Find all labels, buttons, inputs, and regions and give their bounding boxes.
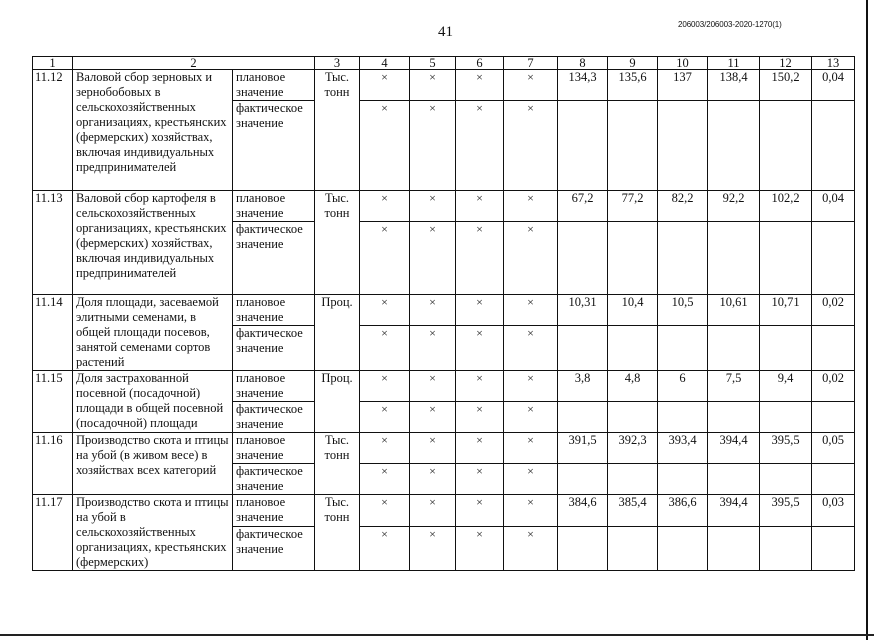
plan-value-cell: ×	[456, 191, 504, 222]
indicator-name: Валовой сбор картофеля в сельскохозяйственных организациях, крестьянских (фермерских) хозяйствах, включая индивидуальных предпринимателей	[73, 191, 233, 295]
plan-label: плановое значение	[233, 295, 315, 326]
plan-value-cell: 7,5	[708, 371, 760, 402]
fact-label: фактическое значение	[233, 464, 315, 495]
header-cell: 2	[73, 57, 315, 70]
unit-cell: Тыс. тонн	[315, 433, 360, 495]
indicator-name: Производство скота и птицы на убой в сельскохозяйственных организациях, крестьянских (фермерских)	[73, 495, 233, 571]
fact-value-cell: ×	[504, 464, 558, 495]
plan-value-cell: ×	[410, 371, 456, 402]
plan-value-cell: ×	[504, 433, 558, 464]
fact-value-cell: ×	[504, 326, 558, 371]
table-header-row	[33, 57, 855, 70]
fact-value-cell	[658, 402, 708, 433]
fact-value-cell: ×	[410, 222, 456, 295]
plan-value-cell: 386,6	[658, 495, 708, 527]
fact-value-cell	[608, 526, 658, 570]
fact-label: фактическое значение	[233, 222, 315, 295]
plan-value-cell: 102,2	[760, 191, 812, 222]
fact-value-cell	[608, 402, 658, 433]
fact-value-cell	[708, 101, 760, 191]
fact-value-cell	[708, 222, 760, 295]
plan-value-cell: ×	[504, 191, 558, 222]
fact-value-cell	[658, 222, 708, 295]
plan-value-cell: ×	[504, 70, 558, 101]
plan-value-cell: 82,2	[658, 191, 708, 222]
row-number: 11.16	[33, 433, 73, 495]
fact-label: фактическое значение	[233, 526, 315, 570]
fact-value-cell: ×	[360, 101, 410, 191]
fact-value-cell	[608, 464, 658, 495]
fact-value-cell: ×	[456, 402, 504, 433]
plan-value-cell: 3,8	[558, 371, 608, 402]
plan-value-cell: 0,02	[812, 371, 855, 402]
plan-value-cell: ×	[504, 295, 558, 326]
table-row-plan	[33, 70, 855, 101]
plan-value-cell: ×	[360, 495, 410, 527]
row-number: 11.15	[33, 371, 73, 433]
plan-value-cell: ×	[360, 433, 410, 464]
page-frame-bottom	[0, 634, 874, 636]
plan-value-cell: 395,5	[760, 495, 812, 527]
plan-value-cell: 395,5	[760, 433, 812, 464]
fact-value-cell	[658, 101, 708, 191]
plan-value-cell: 394,4	[708, 433, 760, 464]
table-row-plan	[33, 295, 855, 326]
fact-value-cell	[812, 464, 855, 495]
plan-value-cell: 138,4	[708, 70, 760, 101]
page-number: 41	[438, 24, 453, 40]
fact-value-cell: ×	[360, 402, 410, 433]
plan-value-cell: ×	[456, 433, 504, 464]
fact-value-cell	[708, 326, 760, 371]
fact-value-cell	[760, 464, 812, 495]
header-cell: 8	[558, 57, 608, 70]
plan-label: плановое значение	[233, 371, 315, 402]
plan-value-cell: ×	[410, 433, 456, 464]
plan-value-cell: 391,5	[558, 433, 608, 464]
fact-value-cell	[558, 464, 608, 495]
fact-value-cell	[760, 222, 812, 295]
fact-value-cell: ×	[410, 402, 456, 433]
fact-value-cell	[812, 326, 855, 371]
fact-value-cell	[708, 402, 760, 433]
plan-value-cell: 0,03	[812, 495, 855, 527]
fact-value-cell: ×	[360, 464, 410, 495]
unit-cell: Тыс. тонн	[315, 70, 360, 191]
row-number: 11.12	[33, 70, 73, 191]
unit-cell: Проц.	[315, 295, 360, 371]
header-cell: 9	[608, 57, 658, 70]
row-number: 11.17	[33, 495, 73, 571]
fact-value-cell: ×	[456, 222, 504, 295]
header-cell: 3	[315, 57, 360, 70]
plan-value-cell: 77,2	[608, 191, 658, 222]
fact-value-cell: ×	[360, 326, 410, 371]
fact-value-cell	[658, 326, 708, 371]
header-cell: 12	[760, 57, 812, 70]
plan-value-cell: 385,4	[608, 495, 658, 527]
plan-value-cell: 4,8	[608, 371, 658, 402]
header-cell: 4	[360, 57, 410, 70]
plan-value-cell: ×	[360, 70, 410, 101]
plan-value-cell: 0,02	[812, 295, 855, 326]
plan-value-cell: ×	[360, 371, 410, 402]
indicator-name: Производство скота и птицы на убой (в живом весе) в хозяйствах всех категорий	[73, 433, 233, 495]
header-cell: 5	[410, 57, 456, 70]
fact-value-cell: ×	[410, 464, 456, 495]
fact-value-cell	[608, 326, 658, 371]
fact-value-cell: ×	[410, 101, 456, 191]
header-cell: 7	[504, 57, 558, 70]
fact-value-cell: ×	[456, 326, 504, 371]
table-row-plan	[33, 371, 855, 402]
plan-value-cell: ×	[360, 191, 410, 222]
plan-value-cell: ×	[456, 70, 504, 101]
fact-value-cell	[760, 101, 812, 191]
plan-value-cell: ×	[504, 495, 558, 527]
header-cell: 13	[812, 57, 855, 70]
fact-value-cell: ×	[456, 101, 504, 191]
fact-value-cell: ×	[504, 101, 558, 191]
fact-value-cell: ×	[456, 526, 504, 570]
plan-label: плановое значение	[233, 495, 315, 527]
document-id: 206003/206003-2020-1270(1)	[678, 20, 782, 29]
plan-value-cell: 384,6	[558, 495, 608, 527]
fact-value-cell: ×	[504, 526, 558, 570]
plan-value-cell: 0,04	[812, 191, 855, 222]
fact-value-cell	[558, 526, 608, 570]
fact-value-cell	[708, 526, 760, 570]
fact-label: фактическое значение	[233, 402, 315, 433]
table-row-plan	[33, 495, 855, 527]
plan-value-cell: ×	[410, 295, 456, 326]
fact-value-cell	[558, 222, 608, 295]
plan-value-cell: 10,5	[658, 295, 708, 326]
plan-value-cell: ×	[456, 495, 504, 527]
plan-value-cell: 134,3	[558, 70, 608, 101]
fact-value-cell	[812, 222, 855, 295]
unit-cell: Проц.	[315, 371, 360, 433]
plan-value-cell: ×	[456, 295, 504, 326]
plan-value-cell: 0,04	[812, 70, 855, 101]
indicator-name: Доля застрахованной посевной (посадочной) площади в общей посевной (посадочной) площади	[73, 371, 233, 433]
unit-cell: Тыс. тонн	[315, 191, 360, 295]
plan-value-cell: 10,71	[760, 295, 812, 326]
table-row-plan	[33, 433, 855, 464]
fact-value-cell	[760, 526, 812, 570]
fact-label: фактическое значение	[233, 101, 315, 191]
fact-value-cell	[812, 101, 855, 191]
plan-value-cell: 92,2	[708, 191, 760, 222]
fact-value-cell: ×	[360, 526, 410, 570]
header-cell: 11	[708, 57, 760, 70]
plan-value-cell: 393,4	[658, 433, 708, 464]
plan-value-cell: 67,2	[558, 191, 608, 222]
fact-value-cell: ×	[456, 464, 504, 495]
plan-value-cell: ×	[410, 70, 456, 101]
fact-value-cell	[608, 222, 658, 295]
plan-value-cell: 9,4	[760, 371, 812, 402]
plan-value-cell: 137	[658, 70, 708, 101]
fact-value-cell	[558, 402, 608, 433]
plan-value-cell: 10,61	[708, 295, 760, 326]
fact-value-cell	[608, 101, 658, 191]
plan-value-cell: ×	[456, 371, 504, 402]
fact-value-cell	[558, 101, 608, 191]
plan-value-cell: 392,3	[608, 433, 658, 464]
fact-value-cell	[658, 526, 708, 570]
header-cell: 6	[456, 57, 504, 70]
fact-label: фактическое значение	[233, 326, 315, 371]
plan-value-cell: 10,4	[608, 295, 658, 326]
header-cell: 1	[33, 57, 73, 70]
plan-value-cell: ×	[360, 295, 410, 326]
table-row-plan	[33, 191, 855, 222]
plan-label: плановое значение	[233, 191, 315, 222]
fact-value-cell	[812, 526, 855, 570]
row-number: 11.13	[33, 191, 73, 295]
row-number: 11.14	[33, 295, 73, 371]
plan-value-cell: ×	[504, 371, 558, 402]
plan-value-cell: 10,31	[558, 295, 608, 326]
plan-value-cell: 150,2	[760, 70, 812, 101]
fact-value-cell	[760, 326, 812, 371]
fact-value-cell	[760, 402, 812, 433]
fact-value-cell	[708, 464, 760, 495]
fact-value-cell: ×	[410, 526, 456, 570]
fact-value-cell: ×	[504, 402, 558, 433]
fact-value-cell	[558, 326, 608, 371]
fact-value-cell	[812, 402, 855, 433]
fact-value-cell: ×	[360, 222, 410, 295]
indicator-name: Доля площади, засеваемой элитными семенами, в общей площади посевов, занятой семенами сортов растений	[73, 295, 233, 371]
page-frame-right	[866, 0, 868, 640]
fact-value-cell	[658, 464, 708, 495]
fact-value-cell: ×	[504, 222, 558, 295]
plan-label: плановое значение	[233, 433, 315, 464]
plan-label: плановое значение	[233, 70, 315, 101]
indicators-table	[32, 56, 855, 571]
plan-value-cell: 6	[658, 371, 708, 402]
plan-value-cell: 394,4	[708, 495, 760, 527]
header-cell: 10	[658, 57, 708, 70]
plan-value-cell: 0,05	[812, 433, 855, 464]
plan-value-cell: ×	[410, 191, 456, 222]
indicator-name: Валовой сбор зерновых и зернобобовых в сельскохозяйственных организациях, крестьянских (фермерских) хозяйствах, включая индивидуальных предпринимателей	[73, 70, 233, 191]
fact-value-cell: ×	[410, 326, 456, 371]
plan-value-cell: ×	[410, 495, 456, 527]
unit-cell: Тыс. тонн	[315, 495, 360, 571]
plan-value-cell: 135,6	[608, 70, 658, 101]
